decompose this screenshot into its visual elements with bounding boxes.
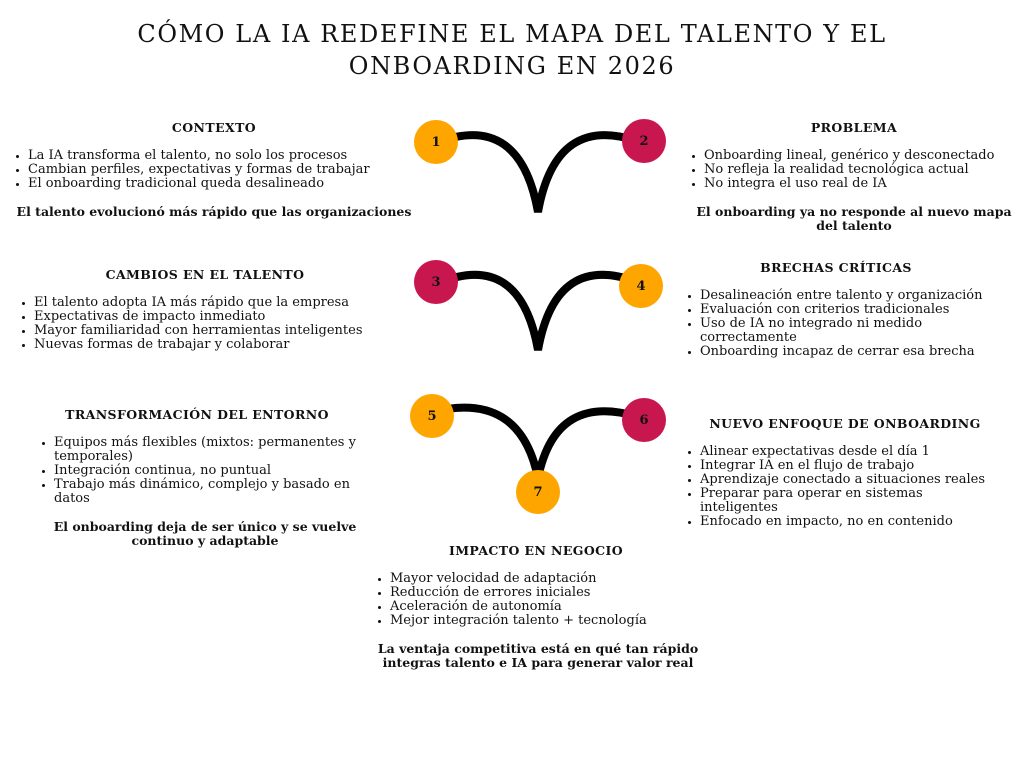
list-item: • Mayor familiaridad con herramientas inteligentes: [34, 324, 390, 338]
section-cambios: [20, 268, 390, 352]
step-number-2: 2: [639, 133, 649, 149]
section-list: [14, 149, 414, 191]
step-number-7: 7: [533, 484, 543, 500]
section-note: El onboarding deja de ser único y se vuelve continuo y adaptable: [53, 519, 357, 548]
list-item: • Nuevas formas de trabajar y colaborar: [34, 338, 390, 352]
section-heading: NUEVO ENFOQUE DE ONBOARDING: [709, 416, 981, 431]
step-number-4: 4: [636, 278, 646, 294]
list-item: • Cambian perfiles, expectativas y formas de trabajar: [28, 163, 414, 177]
list-item: • El onboarding tradicional queda desalineado: [28, 177, 414, 191]
section-list: [20, 296, 390, 352]
list-item: • Mejor integración talento + tecnología: [390, 614, 700, 628]
connector-arc-1-2: [438, 135, 640, 212]
section-list: [686, 445, 1004, 529]
list-item: • Equipos más flexibles (mixtos: permanentes y temporales): [54, 436, 370, 464]
section-heading: BRECHAS CRÍTICAS: [760, 260, 912, 275]
section-list: [376, 572, 700, 628]
list-item: • Aprendizaje conectado a situaciones reales: [700, 473, 1004, 487]
step-circle-2: [622, 119, 666, 163]
step-number-1: 1: [431, 134, 441, 150]
section-enfoque: [686, 417, 1004, 529]
list-item: • Onboarding incapaz de cerrar esa brecha: [700, 345, 986, 359]
list-item: • Reducción de errores iniciales: [390, 586, 700, 600]
section-heading: IMPACTO EN NEGOCIO: [448, 543, 624, 558]
list-item: • Expectativas de impacto inmediato: [34, 310, 390, 324]
list-item: • Onboarding lineal, genérico y desconectado: [704, 149, 1022, 163]
list-item: • Trabajo más dinámico, complejo y basado en datos: [54, 478, 370, 506]
section-problema: [686, 121, 1022, 233]
list-item: • Aceleración de autonomía: [390, 600, 700, 614]
section-note: La ventaja competitiva está en qué tan rápido integras talento e IA para generar valor real: [377, 641, 699, 670]
step-number-3: 3: [431, 274, 441, 290]
section-note: El onboarding ya no responde al nuevo mapa del talento: [696, 204, 1012, 233]
list-item: • Integrar IA en el flujo de trabajo: [700, 459, 1004, 473]
step-circle-1: [414, 120, 458, 164]
title-line-1: CÓMO LA IA REDEFINE EL MAPA DEL TALENTO Y EL: [137, 20, 887, 48]
section-brechas: [686, 261, 986, 359]
step-circle-3: [414, 260, 458, 304]
section-list: [686, 289, 986, 359]
list-item: • Uso de IA no integrado ni medido correctamente: [700, 317, 986, 345]
connector-arc-5-6: [432, 408, 642, 478]
step-circle-4: [619, 264, 663, 308]
section-list: [40, 436, 370, 506]
section-heading: CAMBIOS EN EL TALENTO: [105, 267, 305, 282]
list-item: • Mayor velocidad de adaptación: [390, 572, 700, 586]
list-item: • Evaluación con criterios tradicionales: [700, 303, 986, 317]
section-heading: TRANSFORMACIÓN DEL ENTORNO: [65, 407, 329, 422]
connector-arc-3-4: [438, 275, 640, 350]
section-list: [686, 149, 1022, 191]
section-impacto: [376, 544, 700, 670]
title-line-2: ONBOARDING EN 2026: [348, 52, 676, 80]
list-item: • No refleja la realidad tecnológica actual: [704, 163, 1022, 177]
step-circle-7: [516, 470, 560, 514]
step-number-5: 5: [427, 408, 437, 424]
section-heading: PROBLEMA: [810, 120, 898, 135]
list-item: • Enfocado en impacto, no en contenido: [700, 515, 1004, 529]
section-heading: CONTEXTO: [171, 120, 257, 135]
list-item: • El talento adopta IA más rápido que la empresa: [34, 296, 390, 310]
step-number-6: 6: [639, 412, 649, 428]
step-circle-5: [410, 394, 454, 438]
list-item: • No integra el uso real de IA: [704, 177, 1022, 191]
section-contexto: [14, 121, 414, 219]
list-item: • Integración continua, no puntual: [54, 464, 370, 478]
list-item: • Alinear expectativas desde el día 1: [700, 445, 1004, 459]
list-item: • Preparar para operar en sistemas inteligentes: [700, 487, 1004, 515]
section-transformacion: [40, 408, 370, 548]
section-note: El talento evolucionó más rápido que las organizaciones: [16, 204, 412, 219]
list-item: • Desalineación entre talento y organización: [700, 289, 986, 303]
list-item: • La IA transforma el talento, no solo los procesos: [28, 149, 414, 163]
step-circle-6: [622, 398, 666, 442]
